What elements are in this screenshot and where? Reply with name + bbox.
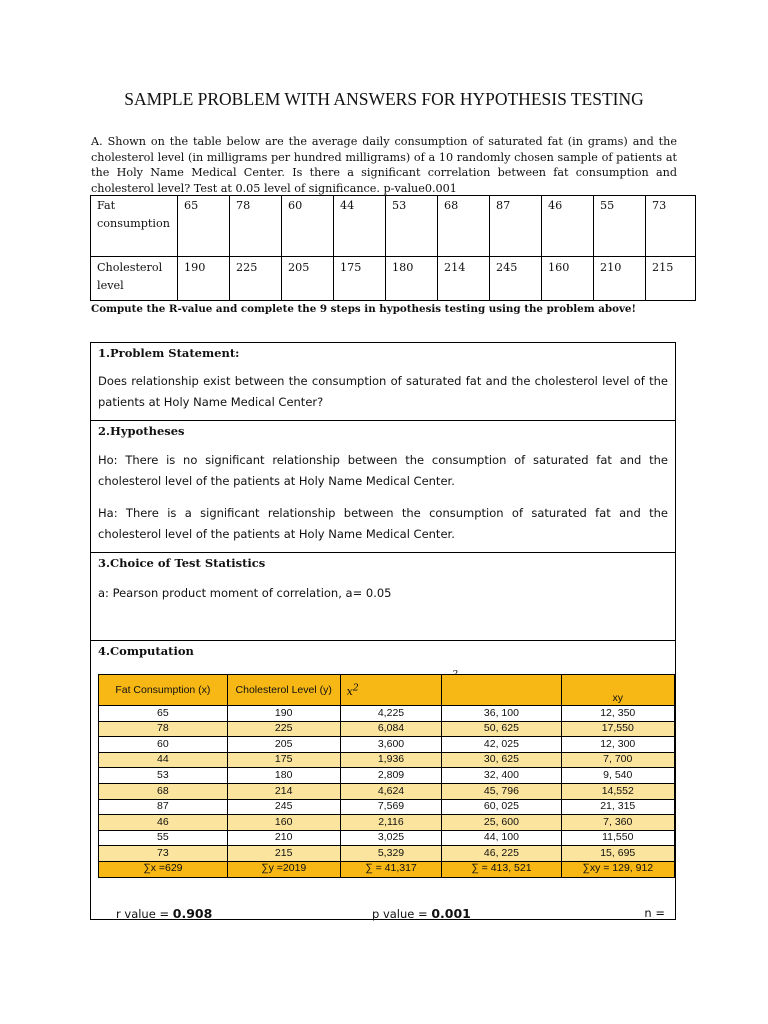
cell: 7, 700	[561, 752, 675, 768]
test-section	[91, 553, 675, 641]
cell: 205	[227, 737, 340, 753]
hypotheses-section	[91, 421, 675, 553]
sum-xy: ∑xy = 129, 912	[561, 861, 675, 877]
cholesterol-value: 160	[542, 257, 594, 301]
cell: 12, 300	[561, 737, 675, 753]
n-value-label: n =	[644, 906, 665, 920]
alternative-hypothesis: Ha: There is a significant relationship between the consumption of saturated fat and the cholesterol level of the patients at Holy Name Medical Center.	[98, 506, 668, 541]
sum-y: ∑y =2019	[227, 861, 340, 877]
cell: 53	[99, 768, 228, 784]
cell: 68	[99, 783, 228, 799]
cell: 160	[227, 815, 340, 831]
cholesterol-value: 180	[386, 257, 438, 301]
fat-row	[91, 196, 696, 257]
cholesterol-value: 205	[282, 257, 334, 301]
cholesterol-value: 175	[334, 257, 386, 301]
page-title: SAMPLE PROBLEM WITH ANSWERS FOR HYPOTHESIS TESTING	[124, 89, 644, 109]
fat-value: 65	[178, 196, 230, 257]
steps-box	[90, 342, 676, 920]
table-row	[99, 815, 675, 831]
fat-value: 55	[594, 196, 646, 257]
cell: 7, 360	[561, 815, 675, 831]
cell: 60, 025	[442, 799, 561, 815]
cell: 4,624	[340, 783, 442, 799]
n-value	[644, 906, 665, 920]
problem-section	[91, 343, 675, 421]
p-value	[372, 906, 471, 921]
cell: 15, 695	[561, 846, 675, 862]
x2-letter: x	[346, 684, 353, 698]
cell: 5,329	[340, 846, 442, 862]
cell: 2,809	[340, 768, 442, 784]
data-table	[90, 195, 696, 301]
cell: 78	[99, 721, 228, 737]
cell: 245	[227, 799, 340, 815]
cell: 21, 315	[561, 799, 675, 815]
cell: 42, 025	[442, 737, 561, 753]
cholesterol-value: 190	[178, 257, 230, 301]
sum-row	[99, 861, 675, 877]
fat-value: 53	[386, 196, 438, 257]
fat-value: 68	[438, 196, 490, 257]
cell: 55	[99, 830, 228, 846]
cell: 36, 100	[442, 706, 561, 722]
sum-x: ∑x =629	[99, 861, 228, 877]
cholesterol-row	[91, 257, 696, 301]
instruction: Compute the R-value and complete the 9 steps in hypothesis testing using the problem above!	[91, 303, 637, 315]
sum-y-squared: ∑ = 413, 521	[442, 861, 561, 877]
cell: 2,116	[340, 815, 442, 831]
cell: 50, 625	[442, 721, 561, 737]
cell: 6,084	[340, 721, 442, 737]
header-xy: xy	[561, 675, 675, 706]
fat-value: 46	[542, 196, 594, 257]
cell: 225	[227, 721, 340, 737]
problem-text: Does relationship exist between the consumption of saturated fat and the cholesterol level of the patients at Holy Name Medical Center?	[98, 374, 668, 409]
cell: 73	[99, 846, 228, 862]
cell: 17,550	[561, 721, 675, 737]
cholesterol-value: 215	[646, 257, 696, 301]
p-value-number: 0.001	[431, 906, 471, 921]
cholesterol-label: Cholesterol level	[91, 257, 178, 301]
hypotheses-heading: 2.Hypotheses	[98, 424, 185, 438]
fat-value: 60	[282, 196, 334, 257]
fat-value: 87	[490, 196, 542, 257]
cell: 46, 225	[442, 846, 561, 862]
computation-table	[98, 674, 675, 878]
cell: 44, 100	[442, 830, 561, 846]
table-row	[99, 799, 675, 815]
cell: 180	[227, 768, 340, 784]
cell: 210	[227, 830, 340, 846]
cell: 45, 796	[442, 783, 561, 799]
cell: 214	[227, 783, 340, 799]
cholesterol-value: 210	[594, 257, 646, 301]
cell: 190	[227, 706, 340, 722]
cell: 60	[99, 737, 228, 753]
cell: 14,552	[561, 783, 675, 799]
test-text: a: Pearson product moment of correlation, a= 0.05	[98, 586, 392, 600]
table-row	[99, 846, 675, 862]
fat-label: Fat consumption	[91, 196, 178, 257]
table-row	[99, 830, 675, 846]
intro-paragraph: A. Shown on the table below are the average daily consumption of saturated fat (in grams) and the cholesterol level (in milligrams per hundred milligrams) of a 10 randomly chosen sample of patients at the Holy Name Medical Center. Is there a significant correlation between fat consumption and cholesterol level? Test at 0.05 level of significance. p-value0.001	[91, 135, 677, 195]
fat-value: 73	[646, 196, 696, 257]
cell: 1,936	[340, 752, 442, 768]
cell: 9, 540	[561, 768, 675, 784]
header-x-squared: $x^2$	[340, 675, 442, 706]
table-row	[99, 721, 675, 737]
cell: 4,225	[340, 706, 442, 722]
computation-heading: 4.Computation	[98, 644, 194, 658]
cell: 12, 350	[561, 706, 675, 722]
table-row	[99, 706, 675, 722]
table-row	[99, 783, 675, 799]
cell: 215	[227, 846, 340, 862]
cell: 30, 625	[442, 752, 561, 768]
cholesterol-value: 225	[230, 257, 282, 301]
null-hypothesis: Ho: There is no significant relationship between the consumption of saturated fat and the cholesterol level of the patients at Holy Name Medical Center.	[98, 453, 668, 488]
header-fat-consumption: Fat Consumption (x)	[99, 675, 228, 706]
fat-value: 78	[230, 196, 282, 257]
cell: 87	[99, 799, 228, 815]
test-heading: 3.Choice of Test Statistics	[98, 556, 266, 570]
cell: 3,025	[340, 830, 442, 846]
fat-value: 44	[334, 196, 386, 257]
cell: 65	[99, 706, 228, 722]
cell: 44	[99, 752, 228, 768]
cell: 175	[227, 752, 340, 768]
cell: 7,569	[340, 799, 442, 815]
cholesterol-value: 245	[490, 257, 542, 301]
cell: 25, 600	[442, 815, 561, 831]
header-y-squared	[442, 675, 561, 706]
cell: 46	[99, 815, 228, 831]
cell: 11,550	[561, 830, 675, 846]
problem-heading: 1.Problem Statement:	[98, 346, 240, 360]
cell: 32, 400	[442, 768, 561, 784]
header-cholesterol-level: Cholesterol Level (y)	[227, 675, 340, 706]
cell: 3,600	[340, 737, 442, 753]
cholesterol-value: 214	[438, 257, 490, 301]
table-row	[99, 768, 675, 784]
r-value-label: r value =	[116, 907, 170, 921]
sum-x-squared: ∑ = 41,317	[340, 861, 442, 877]
table-row	[99, 752, 675, 768]
table-row	[99, 737, 675, 753]
r-value-number: 0.908	[172, 906, 213, 921]
p-value-label: p value =	[372, 907, 428, 921]
computation-header	[99, 675, 675, 706]
r-value	[116, 906, 212, 921]
